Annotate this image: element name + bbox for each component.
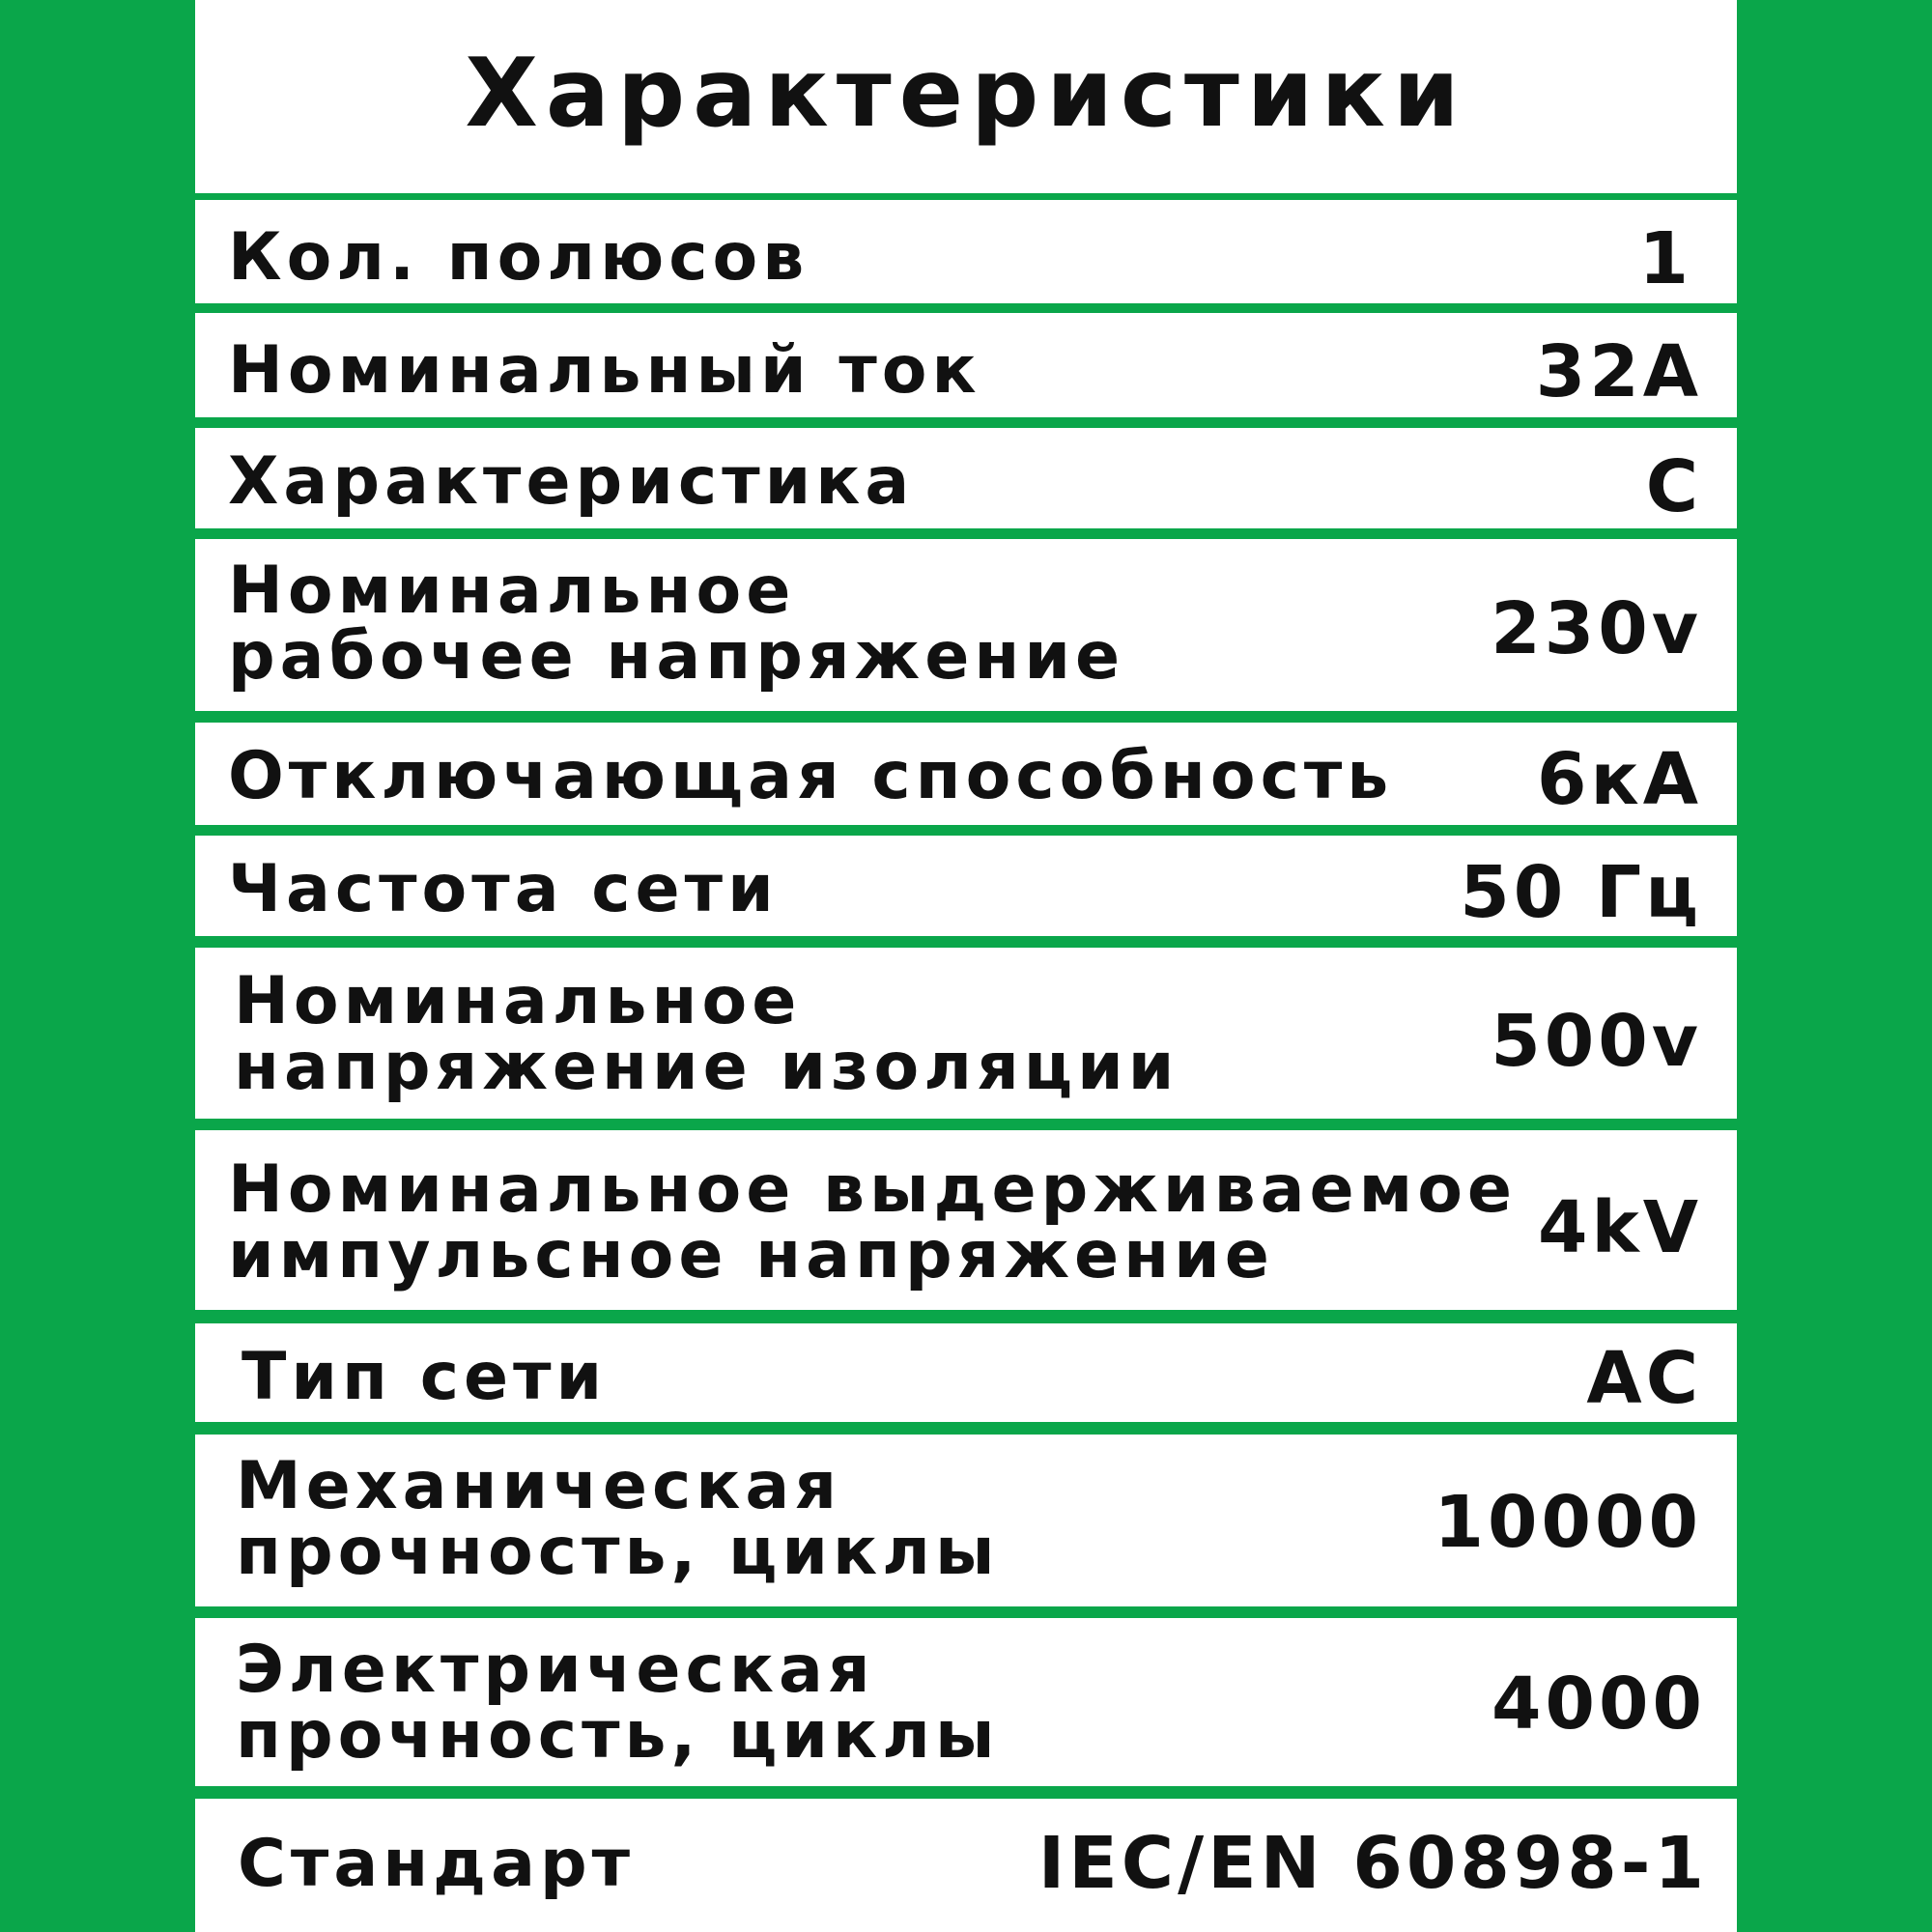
spec-label: Номинальный ток <box>228 332 981 409</box>
spec-row-mechanical-endurance <box>195 1435 1737 1606</box>
spec-label <box>236 1448 1000 1590</box>
spec-value: 50 Гц <box>1460 851 1702 934</box>
spec-label-line-1: Электрическая <box>236 1632 875 1708</box>
spec-label: Частота сети <box>228 851 779 927</box>
spec-label-line-2: прочность, циклы <box>236 1697 1000 1774</box>
spec-label-line-1: Механическая <box>236 1448 841 1524</box>
spec-label: Отключающая способность <box>228 738 1394 814</box>
spec-row-impulse-voltage <box>195 1130 1737 1310</box>
spec-row-network-type <box>195 1323 1737 1422</box>
spec-value: 6кА <box>1537 738 1702 821</box>
spec-value: 10000 <box>1434 1481 1702 1564</box>
spec-label <box>234 963 1179 1105</box>
spec-label-line-1: Номинальное <box>228 553 796 629</box>
spec-row-standard <box>195 1799 1737 1932</box>
spec-value: 500v <box>1491 1000 1702 1083</box>
spec-label <box>236 1632 1000 1774</box>
spec-label: Кол. полюсов <box>228 219 810 296</box>
spec-label: Характеристика <box>228 443 915 520</box>
spec-row-frequency <box>195 836 1737 936</box>
spec-label-line-1: Номинальное выдерживаемое <box>228 1151 1518 1228</box>
spec-value: 4000 <box>1492 1662 1706 1746</box>
spec-value: 4kV <box>1538 1186 1702 1269</box>
spec-label-line-1: Номинальное <box>234 963 802 1039</box>
page-title: Характеристики <box>465 39 1467 149</box>
spec-row-breaking-capacity <box>195 723 1737 825</box>
spec-row-characteristic <box>195 428 1737 528</box>
spec-label: Тип сети <box>242 1339 608 1415</box>
spec-label <box>228 553 1125 695</box>
spec-value: 1 <box>1638 217 1692 300</box>
spec-label <box>228 1151 1518 1293</box>
spec-label-line-2: рабочее напряжение <box>228 618 1125 695</box>
spec-row-poles <box>195 200 1737 303</box>
spec-value: 230v <box>1491 587 1702 670</box>
spec-value: C <box>1645 445 1702 528</box>
spec-label-line-2: прочность, циклы <box>236 1514 1000 1590</box>
spec-label: Стандарт <box>238 1826 636 1902</box>
spec-label-line-2: импульсное напряжение <box>228 1217 1274 1293</box>
title-block <box>195 0 1737 193</box>
spec-value: AC <box>1586 1337 1702 1420</box>
spec-row-electrical-endurance <box>195 1618 1737 1786</box>
spec-panel <box>195 0 1737 1932</box>
spec-row-operating-voltage <box>195 539 1737 711</box>
spec-row-insulation-voltage <box>195 948 1737 1119</box>
spec-value: IEC/EN 60898-1 <box>1037 1822 1708 1905</box>
spec-row-rated-current <box>195 313 1737 417</box>
spec-value: 32A <box>1535 330 1702 413</box>
spec-label-line-2: напряжение изоляции <box>234 1029 1179 1105</box>
